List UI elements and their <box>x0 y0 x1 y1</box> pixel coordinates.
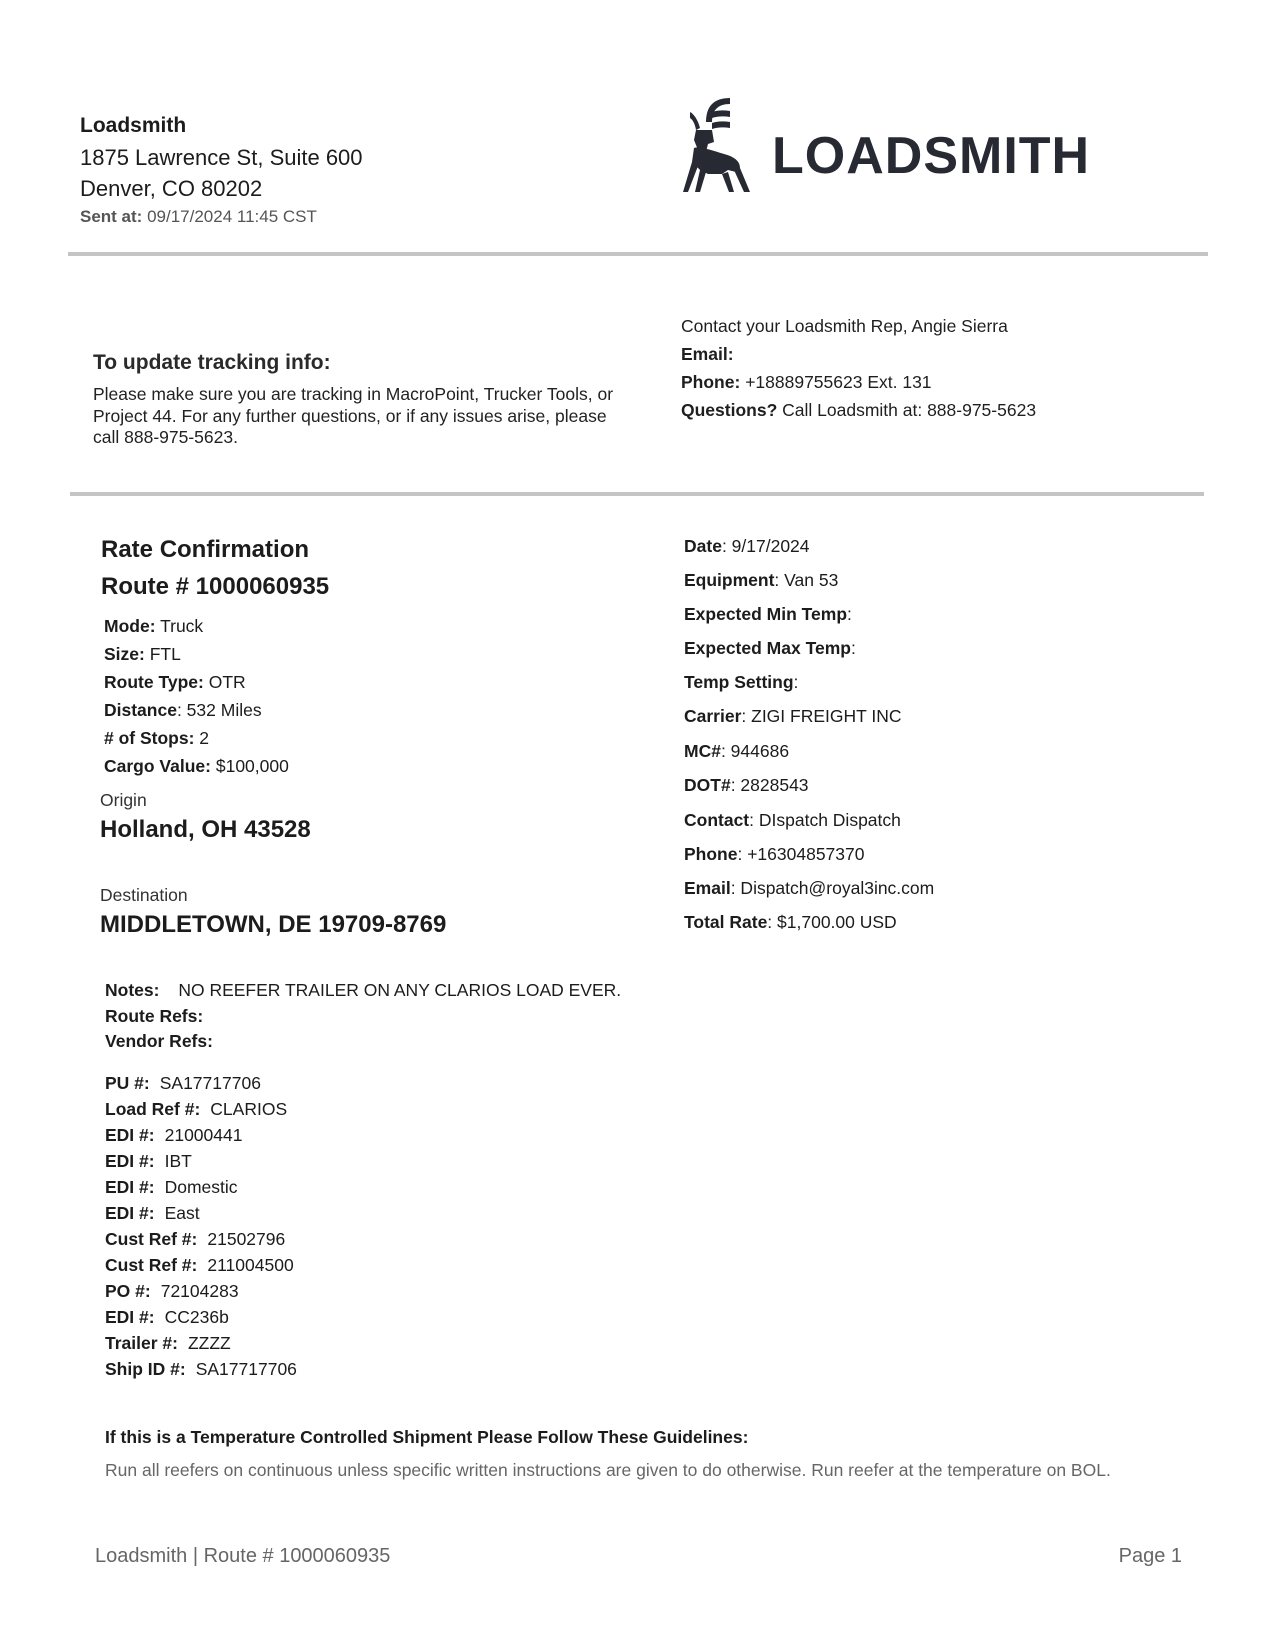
contact-questions-label: Questions? <box>681 400 778 420</box>
carrier-contact-label: Contact <box>684 810 750 830</box>
company-name: Loadsmith <box>80 114 187 137</box>
carrier-label: Carrier <box>684 706 742 726</box>
reference-value: 21000441 <box>164 1125 243 1145</box>
carrier-value: : ZIGI FREIGHT INC <box>741 706 902 726</box>
reference-label: EDI #: <box>105 1307 155 1327</box>
notes-label: Notes: <box>105 980 160 1000</box>
temperature-guidelines-body: Run all reefers on continuous unless specific written instructions are given to do otherwise. Run reefer at the temperature on BOL. <box>105 1460 1111 1480</box>
min-temp-value: : <box>847 604 852 624</box>
reference-label: EDI #: <box>105 1151 155 1171</box>
contact-email-label: Email: <box>681 344 734 364</box>
stops-label: # of Stops: <box>104 728 195 748</box>
reference-value: CC236b <box>164 1307 229 1327</box>
contact-phone <box>681 372 932 393</box>
mc-label: MC# <box>684 741 721 761</box>
reference-value: East <box>164 1203 200 1223</box>
origin-value: Holland, OH 43528 <box>100 816 311 843</box>
carrier <box>684 706 902 727</box>
reference-value: CLARIOS <box>210 1099 288 1119</box>
notes-value: NO REEFER TRAILER ON ANY CLARIOS LOAD EVER. <box>178 980 622 1000</box>
destination-label: Destination <box>100 885 188 905</box>
route-type-label: Route Type: <box>104 672 204 692</box>
footer-route: Loadsmith | Route # 1000060935 <box>95 1545 391 1567</box>
dot-number <box>684 775 809 796</box>
min-temp-label: Expected Min Temp <box>684 604 848 624</box>
reference-row <box>105 1356 297 1382</box>
reference-row <box>105 1096 297 1122</box>
reference-value: 211004500 <box>207 1255 294 1275</box>
reference-label: Ship ID #: <box>105 1359 186 1379</box>
cargo-label: Cargo Value: <box>104 756 211 776</box>
reference-value: ZZZZ <box>187 1333 231 1353</box>
contact-email <box>681 344 734 365</box>
reference-row <box>105 1148 297 1174</box>
route-number: Route # 1000060935 <box>101 573 330 600</box>
total-rate <box>684 912 897 933</box>
size <box>104 644 181 665</box>
sent-at <box>80 207 317 227</box>
temperature-guidelines-title: If this is a Temperature Controlled Shipment Please Follow These Guidelines: <box>105 1427 749 1447</box>
reference-label: Cust Ref #: <box>105 1255 198 1275</box>
size-value: FTL <box>149 644 181 664</box>
reference-label: PU #: <box>105 1073 150 1093</box>
reference-label: Load Ref #: <box>105 1099 201 1119</box>
divider <box>68 252 1208 256</box>
cargo-amount: $100,000 <box>215 756 289 776</box>
reference-label: PO #: <box>105 1281 151 1301</box>
date-label: Date <box>684 536 722 556</box>
carrier-email-label: Email <box>684 878 731 898</box>
stops <box>104 728 209 749</box>
reference-value: SA17717706 <box>195 1359 297 1379</box>
total-rate-value: : $1,700.00 USD <box>767 912 897 932</box>
reference-value: 72104283 <box>160 1281 239 1301</box>
max-temp-value: : <box>850 638 856 658</box>
date <box>684 536 810 557</box>
carrier-phone <box>684 844 865 865</box>
dot-label: DOT# <box>684 775 731 795</box>
company-address-line1: 1875 Lawrence St, Suite 600 <box>80 145 363 170</box>
reference-value: Domestic <box>164 1177 238 1197</box>
carrier-email <box>684 878 934 899</box>
distance-value: : 532 Miles <box>176 700 262 720</box>
reference-label: Trailer #: <box>105 1333 178 1353</box>
destination-value: MIDDLETOWN, DE 19709-8769 <box>100 911 447 938</box>
vendor-refs-label: Vendor Refs: <box>105 1031 213 1051</box>
reference-row <box>105 1070 297 1096</box>
stops-value: 2 <box>199 728 210 748</box>
reference-row <box>105 1278 297 1304</box>
distance-label: Distance <box>104 700 177 720</box>
tracking-title: To update tracking info: <box>93 351 331 374</box>
carrier-email-value: : Dispatch@royal3inc.com <box>730 878 935 898</box>
reference-row <box>105 1226 297 1252</box>
reference-value: IBT <box>164 1151 192 1171</box>
contact-rep: Contact your Loadsmith Rep, Angie Sierra <box>681 316 1008 336</box>
reference-row <box>105 1304 297 1330</box>
reference-label: EDI #: <box>105 1203 155 1223</box>
cargo-value <box>104 756 289 777</box>
temp-setting-label: Temp Setting <box>684 672 794 692</box>
sent-at-label: Sent at: <box>80 207 143 226</box>
contact-questions-value: Call Loadsmith at: 888-975-5623 <box>782 400 1037 420</box>
sent-at-value: 09/17/2024 11:45 CST <box>147 207 317 226</box>
temp-setting <box>684 672 798 693</box>
divider <box>70 492 1204 496</box>
total-rate-label: Total Rate <box>684 912 768 932</box>
mode-value: Truck <box>160 616 204 636</box>
reference-value: SA17717706 <box>159 1073 261 1093</box>
route-type-value: OTR <box>208 672 246 692</box>
contact-questions <box>681 400 1036 421</box>
equipment-label: Equipment <box>684 570 775 590</box>
carrier-phone-value: : +16304857370 <box>737 844 865 864</box>
mode-label: Mode: <box>104 616 156 636</box>
reference-row <box>105 1122 297 1148</box>
reference-value: 21502796 <box>207 1229 286 1249</box>
max-temp-label: Expected Max Temp <box>684 638 851 658</box>
company-address-line2: Denver, CO 80202 <box>80 176 263 201</box>
carrier-contact <box>684 810 901 831</box>
temp-setting-value: : <box>793 672 799 692</box>
carrier-phone-label: Phone <box>684 844 738 864</box>
equipment-value: : Van 53 <box>774 570 839 590</box>
contact-phone-label: Phone: <box>681 372 741 392</box>
reference-row <box>105 1252 297 1278</box>
logo-wordmark: LOADSMITH <box>772 127 1091 185</box>
mc-value: : 944686 <box>720 741 790 761</box>
carrier-contact-value: : DIspatch Dispatch <box>749 810 901 830</box>
equipment <box>684 570 838 591</box>
mc-number <box>684 741 789 762</box>
reference-label: Cust Ref #: <box>105 1229 198 1249</box>
distance <box>104 700 262 721</box>
tracking-body: Please make sure you are tracking in MacroPoint, Trucker Tools, or Project 44. For any further questions, or if any issues arise, please call 888-975-5623. <box>93 384 614 447</box>
page-number: Page 1 <box>1118 1545 1182 1567</box>
expected-max-temp <box>684 638 856 659</box>
dot-value: : 2828543 <box>730 775 809 795</box>
date-value: : 9/17/2024 <box>721 536 810 556</box>
contact-phone-value: +18889755623 Ext. 131 <box>745 372 932 392</box>
mode <box>104 616 203 637</box>
expected-min-temp <box>684 604 852 625</box>
reference-label: EDI #: <box>105 1177 155 1197</box>
route-type <box>104 672 246 693</box>
reference-label: EDI #: <box>105 1125 155 1145</box>
size-label: Size: <box>104 644 145 664</box>
origin-label: Origin <box>100 790 147 810</box>
notes <box>105 980 621 1001</box>
deer-logo-icon <box>678 92 758 202</box>
route-refs-label: Route Refs: <box>105 1006 204 1026</box>
reference-row <box>105 1174 297 1200</box>
rate-confirmation-title: Rate Confirmation <box>101 536 310 563</box>
reference-row <box>105 1330 297 1356</box>
reference-row <box>105 1200 297 1226</box>
reference-list <box>105 1070 297 1382</box>
